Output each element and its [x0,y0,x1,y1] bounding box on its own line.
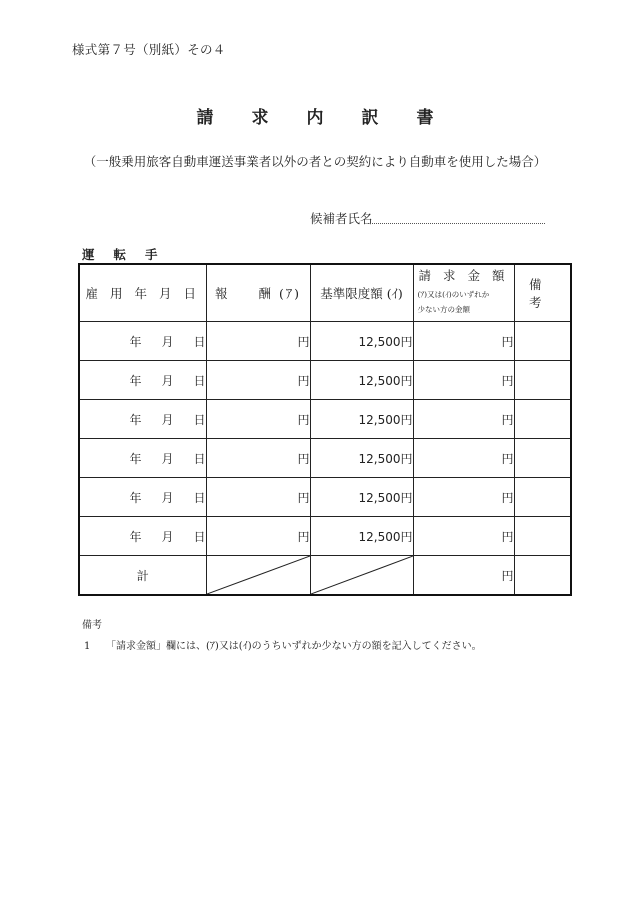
total-label: 計 [79,556,206,596]
header-limit: 基準限度額 (ｲ) [310,264,413,322]
employment-date-cell[interactable] [79,439,206,478]
employment-date-cell[interactable] [79,361,206,400]
remarks-cell[interactable] [514,361,571,400]
remarks-cell[interactable] [514,400,571,439]
limit-amount: 12,500 [358,490,401,505]
header-remuneration: 報 酬 (ｱ) [206,264,310,322]
date-year: 年 [129,529,142,544]
limit-cell [310,322,413,361]
table-total-row [79,556,571,596]
claim-amount-cell[interactable]: 円 [413,478,514,517]
limit-unit: 円 [400,490,413,505]
limit-unit: 円 [400,334,413,349]
date-year: 年 [129,373,142,388]
limit-amount: 12,500 [358,529,401,544]
limit-cell [310,400,413,439]
limit-cell [310,517,413,556]
table-row [79,439,571,478]
table-row [79,478,571,517]
date-day: 日 [193,334,206,349]
employment-date-cell[interactable] [79,322,206,361]
date-year: 年 [129,490,142,505]
limit-cell [310,439,413,478]
diagonal-line [207,556,310,594]
date-month: 月 [161,490,174,505]
remarks-cell[interactable] [514,517,571,556]
remarks-item-number: 1 [84,641,91,652]
date-day: 日 [193,529,206,544]
header-claim-amount [413,264,514,322]
section-char: 運 [82,247,95,262]
remarks-item [84,637,482,652]
limit-cell [310,478,413,517]
limit-amount: 12,500 [358,334,401,349]
limit-amount: 12,500 [358,451,401,466]
header-remarks: 備 考 [514,264,571,322]
section-heading [82,245,177,263]
remarks-title: 備考 [82,620,102,631]
table-header-row [79,264,571,322]
section-char: 転 [113,247,127,262]
employment-date-cell[interactable] [79,478,206,517]
remarks-item-text: 「請求金額」欄には、(ｱ)又は(ｲ)のうちいずれか少ない方の額を記入してください。 [106,641,482,652]
date-day: 日 [193,412,206,427]
title-char: 請 [196,108,214,128]
claim-breakdown-table [78,263,572,596]
title-char: 求 [251,108,269,128]
table-row [79,361,571,400]
total-remarks-cell[interactable] [514,556,571,596]
limit-unit: 円 [400,373,413,388]
date-month: 月 [161,334,174,349]
date-month: 月 [161,373,174,388]
remuneration-cell[interactable]: 円 [206,400,310,439]
remuneration-cell[interactable]: 円 [206,517,310,556]
remarks-cell[interactable] [514,439,571,478]
total-claim-cell[interactable]: 円 [413,556,514,596]
date-day: 日 [193,451,206,466]
header-claim-sub1: (ｱ)又は(ｲ)のいずれか [417,289,490,299]
header-claim-main: 請 求 金 額 [418,267,509,283]
remarks-cell[interactable] [514,322,571,361]
section-char: 手 [145,247,158,262]
document-title [0,103,630,128]
candidate-name-field[interactable] [368,222,545,224]
date-year: 年 [129,412,142,427]
table-row [79,517,571,556]
header-claim-sub2: 少ない方の金額 [417,305,470,315]
remuneration-cell[interactable]: 円 [206,478,310,517]
diagonal-line [311,556,413,594]
header-employment-date: 雇 用 年 月 日 [79,264,206,322]
remuneration-cell[interactable]: 円 [206,439,310,478]
date-month: 月 [161,412,174,427]
candidate-name-label: 候補者氏名 [310,211,373,226]
limit-unit: 円 [400,412,413,427]
limit-unit: 円 [400,451,413,466]
remuneration-cell[interactable]: 円 [206,361,310,400]
employment-date-cell[interactable] [79,400,206,439]
claim-amount-cell[interactable]: 円 [413,439,514,478]
date-year: 年 [129,451,142,466]
title-char: 書 [416,108,434,128]
remarks-cell[interactable] [514,478,571,517]
remuneration-cell[interactable]: 円 [206,322,310,361]
date-month: 月 [161,451,174,466]
limit-cell [310,361,413,400]
limit-unit: 円 [400,529,413,544]
title-char: 訳 [361,108,379,128]
total-limit-cell [310,556,413,596]
claim-amount-cell[interactable]: 円 [413,517,514,556]
document-subtitle: （一般乗用旅客自動車運送事業者以外の者との契約により自動車を使用した場合） [83,154,547,169]
total-remuneration-cell [206,556,310,596]
form-number: 様式第７号（別紙）その４ [72,42,226,57]
date-day: 日 [193,490,206,505]
table-row [79,400,571,439]
date-year: 年 [129,334,142,349]
claim-amount-cell[interactable]: 円 [413,361,514,400]
table-row [79,322,571,361]
claim-amount-cell[interactable]: 円 [413,400,514,439]
claim-amount-cell[interactable]: 円 [413,322,514,361]
employment-date-cell[interactable] [79,517,206,556]
date-month: 月 [161,529,174,544]
limit-amount: 12,500 [358,412,401,427]
limit-amount: 12,500 [358,373,401,388]
title-char: 内 [306,108,324,128]
date-day: 日 [193,373,206,388]
